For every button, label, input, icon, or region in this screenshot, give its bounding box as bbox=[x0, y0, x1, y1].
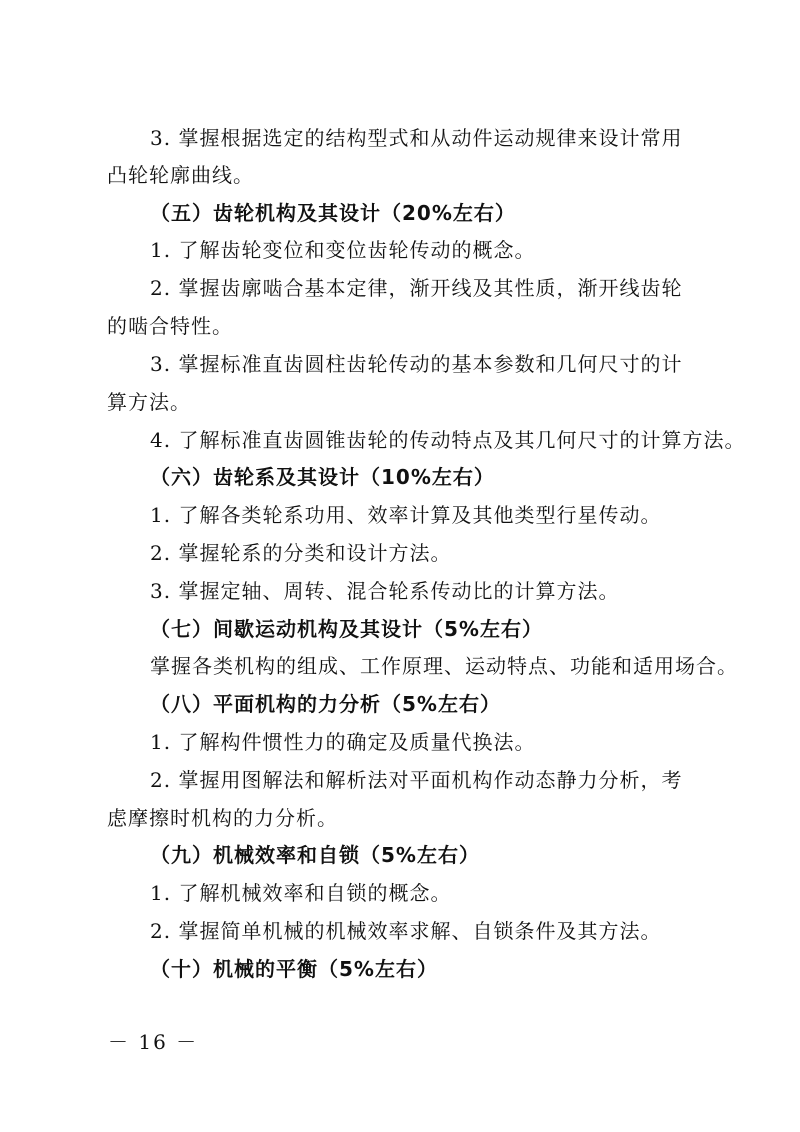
paragraph-line: 2. 掌握简单机械的机械效率求解、自锁条件及其方法。 bbox=[150, 919, 662, 943]
section-heading: （五）齿轮机构及其设计（20%左右） bbox=[150, 201, 516, 225]
paragraph-line: 1. 了解构件惯性力的确定及质量代换法。 bbox=[150, 730, 536, 754]
paragraph-line: 3. 掌握根据选定的结构型式和从动件运动规律来设计常用 bbox=[150, 126, 683, 150]
paragraph-line: 3. 掌握标准直齿圆柱齿轮传动的基本参数和几何尺寸的计 bbox=[150, 352, 683, 376]
section-heading: （八）平面机构的力分析（5%左右） bbox=[150, 692, 501, 716]
section-heading: （七）间歇运动机构及其设计（5%左右） bbox=[150, 617, 543, 641]
page-number: － 16 － bbox=[108, 1030, 199, 1054]
paragraph-line: 2. 掌握用图解法和解析法对平面机构作动态静力分析，考 bbox=[150, 768, 683, 792]
paragraph-line: 2. 掌握轮系的分类和设计方法。 bbox=[150, 541, 452, 565]
paragraph-continuation: 虑摩擦时机构的力分析。 bbox=[107, 806, 338, 830]
paragraph-line: 3. 掌握定轴、周转、混合轮系传动比的计算方法。 bbox=[150, 579, 620, 603]
paragraph-line: 2. 掌握齿廓啮合基本定律，渐开线及其性质，渐开线齿轮 bbox=[150, 276, 683, 300]
section-heading: （九）机械效率和自锁（5%左右） bbox=[150, 843, 480, 867]
paragraph-continuation: 凸轮轮廓曲线。 bbox=[107, 163, 254, 187]
paragraph-continuation: 的啮合特性。 bbox=[107, 314, 233, 338]
paragraph-line: 1. 了解机械效率和自锁的概念。 bbox=[150, 881, 452, 905]
section-heading: （十）机械的平衡（5%左右） bbox=[150, 957, 438, 981]
paragraph-line: 掌握各类机构的组成、工作原理、运动特点、功能和适用场合。 bbox=[150, 654, 738, 678]
paragraph-line: 4. 了解标准直齿圆锥齿轮的传动特点及其几何尺寸的计算方法。 bbox=[150, 428, 746, 452]
paragraph-line: 1. 了解各类轮系功用、效率计算及其他类型行星传动。 bbox=[150, 503, 662, 527]
section-heading: （六）齿轮系及其设计（10%左右） bbox=[150, 465, 495, 489]
paragraph-continuation: 算方法。 bbox=[107, 390, 191, 414]
paragraph-line: 1. 了解齿轮变位和变位齿轮传动的概念。 bbox=[150, 238, 536, 262]
